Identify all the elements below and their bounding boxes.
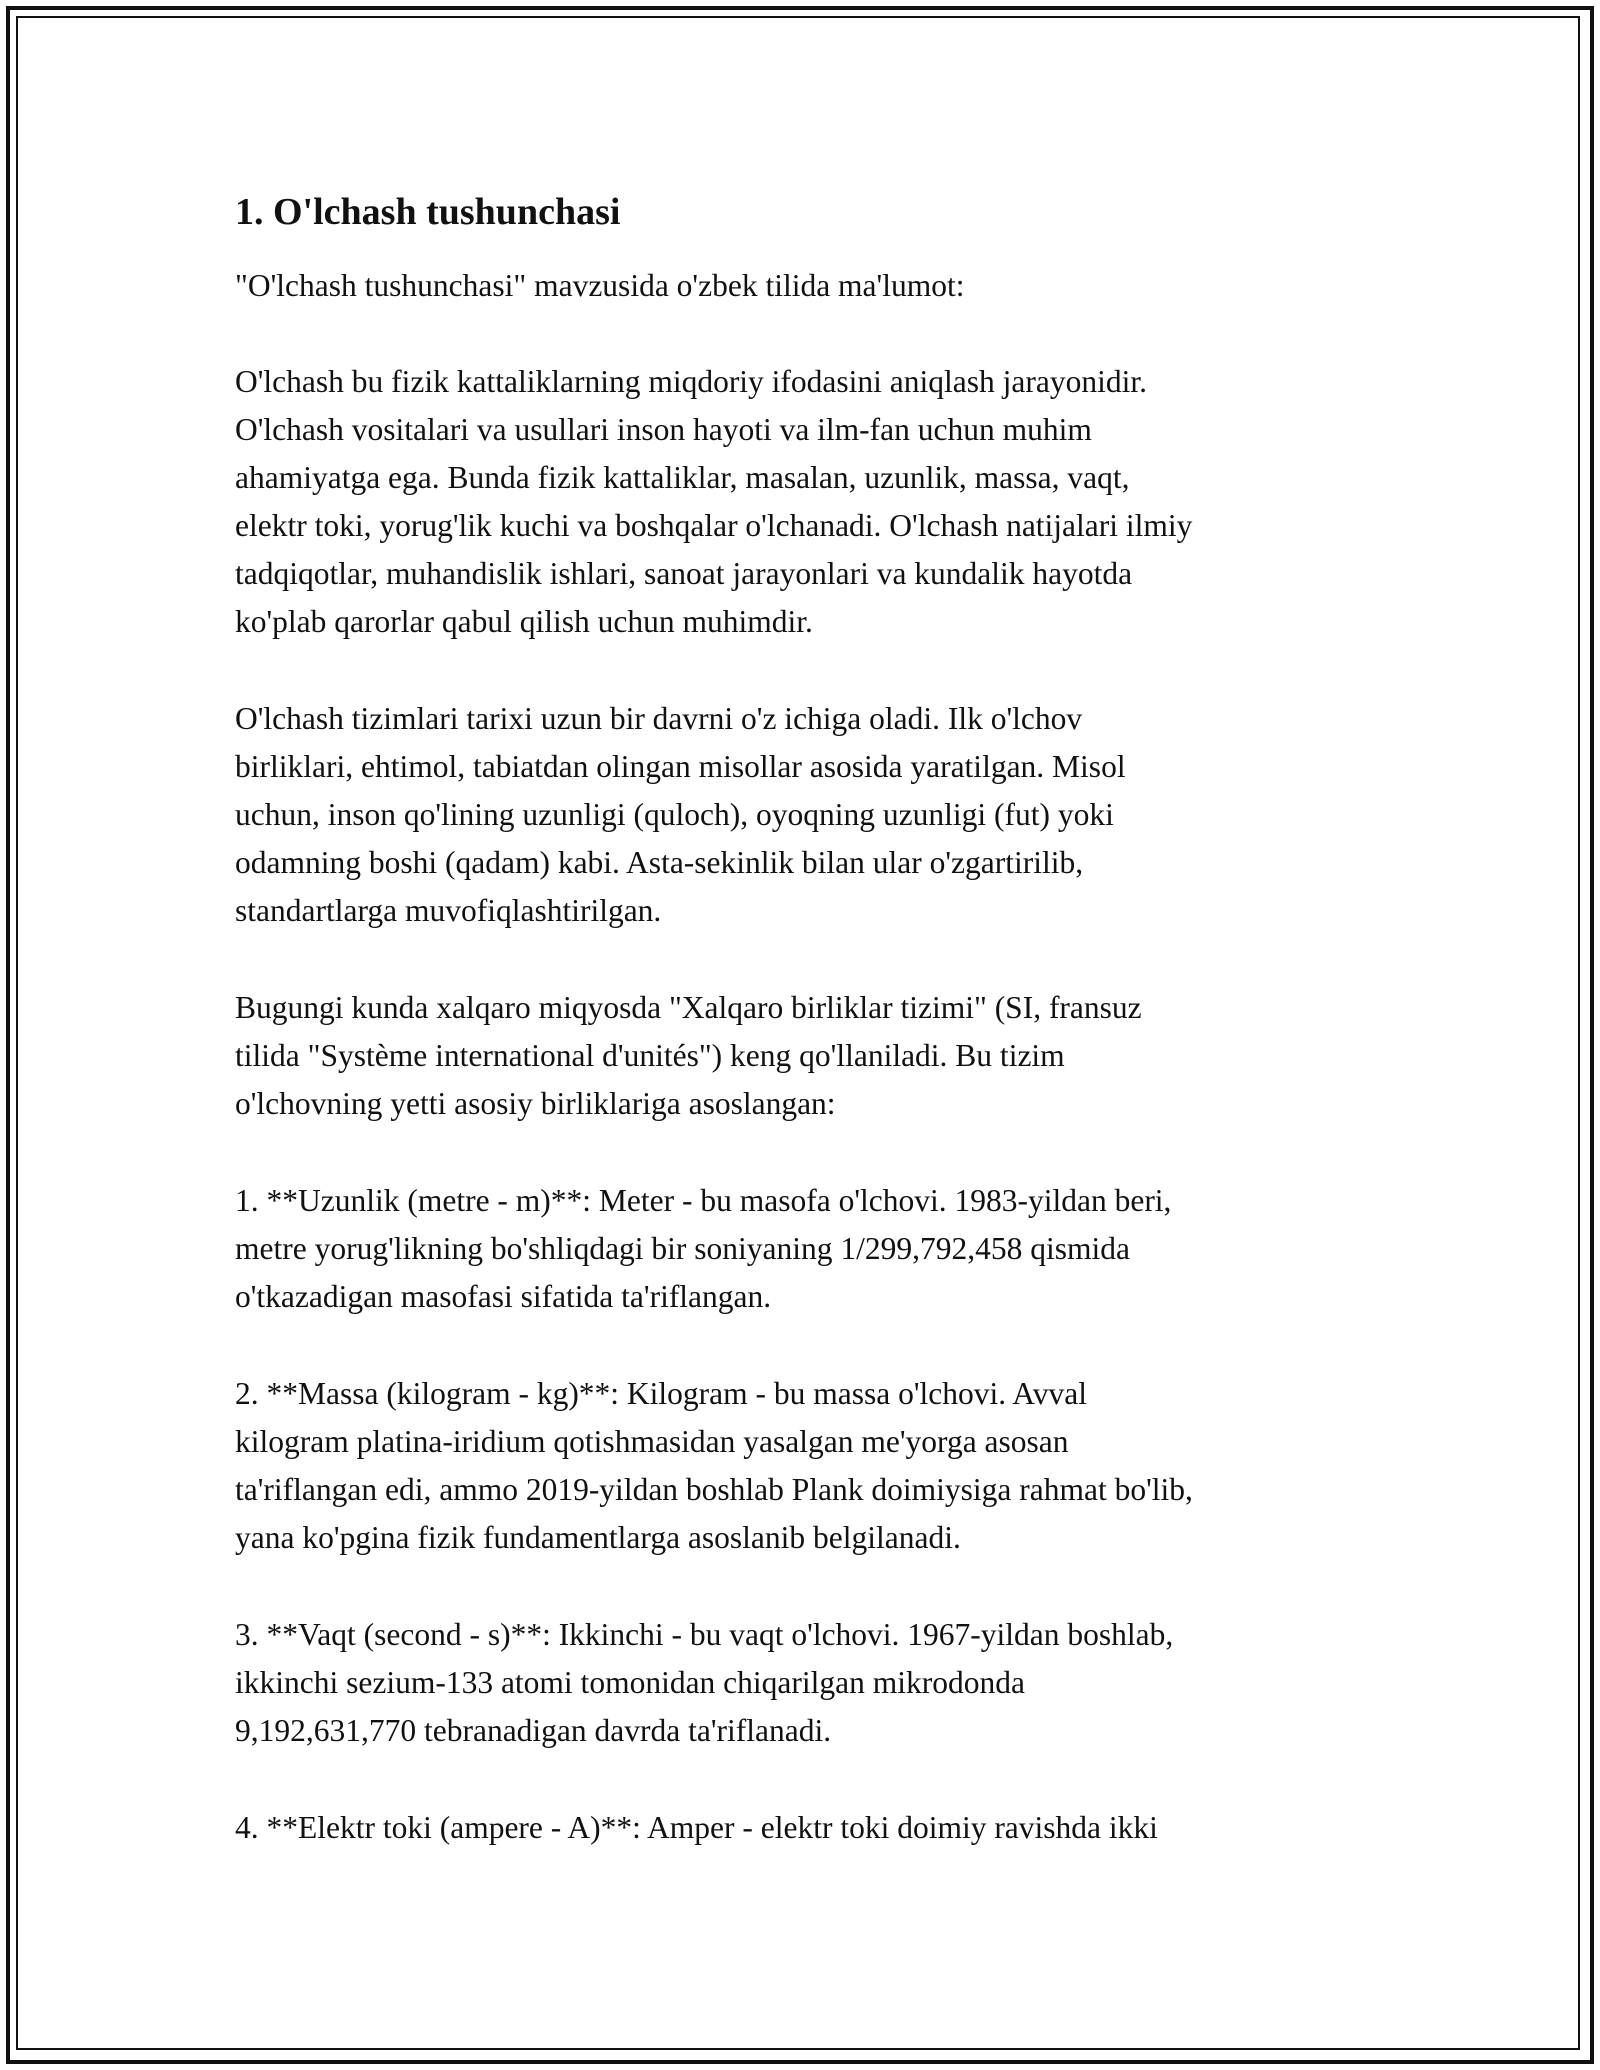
list-item-time: 3. **Vaqt (second - s)**: Ikkinchi - bu vaqt o'lchovi. 1967-yildan boshlab, ikkinchi sezium-133 atomi tomonidan chiqarilgan mikrodonda 9,192,631,770 tebranadigan davrda ta'riflanadi. bbox=[235, 1617, 1174, 1748]
paragraph-definition: O'lchash bu fizik kattaliklarning miqdoriy ifodasini aniqlash jarayonidir. O'lchash vositalari va usullari inson hayoti va ilm-fan uchun muhim ahamiyatga ega. Bunda fizik kattaliklar, masalan, uzunlik, massa, vaqt, elektr toki, yorug'lik kuchi va boshqalar o'lchanadi. O'lchash natijalari ilmiy tadqiqotlar, muhandislik ishlari, sanoat jarayonlari va kundalik hayotda ko'plab qarorlar qabul qilish uchun muhimdir. bbox=[235, 364, 1193, 639]
paragraph-history: O'lchash tizimlari tarixi uzun bir davrni o'z ichiga oladi. Ilk o'lchov birliklari, ehtimol, tabiatdan olingan misollar asosida yaratilgan. Misol uchun, inson qo'lining uzunligi (quloch), oyoqning uzunligi (fut) yoki odamning boshi (qadam) kabi. Asta-sekinlik bilan ular o'zgartirilib, standartlarga muvofiqlashtirilgan. bbox=[235, 701, 1126, 928]
intro-line: "O'lchash tushunchasi" mavzusida o'zbek tilida ma'lumot: bbox=[235, 268, 965, 303]
paragraph-si-system: Bugungi kunda xalqaro miqyosda "Xalqaro birliklar tizimi" (SI, fransuz tilida "Système international d'unités") keng qo'llaniladi. Bu tizim o'lchovning yetti asosiy birliklariga asoslangan: bbox=[235, 990, 1142, 1121]
page-title: 1. O'lchash tushunchasi bbox=[235, 191, 621, 233]
list-item-mass: 2. **Massa (kilogram - kg)**: Kilogram - bu massa o'lchovi. Avval kilogram platina-iridium qotishmasidan yasalgan me'yorga asosan ta'riflangan edi, ammo 2019-yildan boshlab Plank doimiysiga rahmat bo'lib, yana ko'pgina fizik fundamentlarga asoslanib belgilanadi. bbox=[235, 1376, 1193, 1555]
list-item-current: 4. **Elektr toki (ampere - A)**: Amper - elektr toki doimiy ravishda ikki bbox=[235, 1810, 1158, 1845]
list-item-length: 1. **Uzunlik (metre - m)**: Meter - bu masofa o'lchovi. 1983-yildan beri, metre yorug'likning bo'shliqdagi bir soniyaning 1/299,792,458 qismida o'tkazadigan masofasi sifatida ta'riflangan. bbox=[235, 1183, 1172, 1314]
document-body bbox=[235, 188, 1365, 1852]
